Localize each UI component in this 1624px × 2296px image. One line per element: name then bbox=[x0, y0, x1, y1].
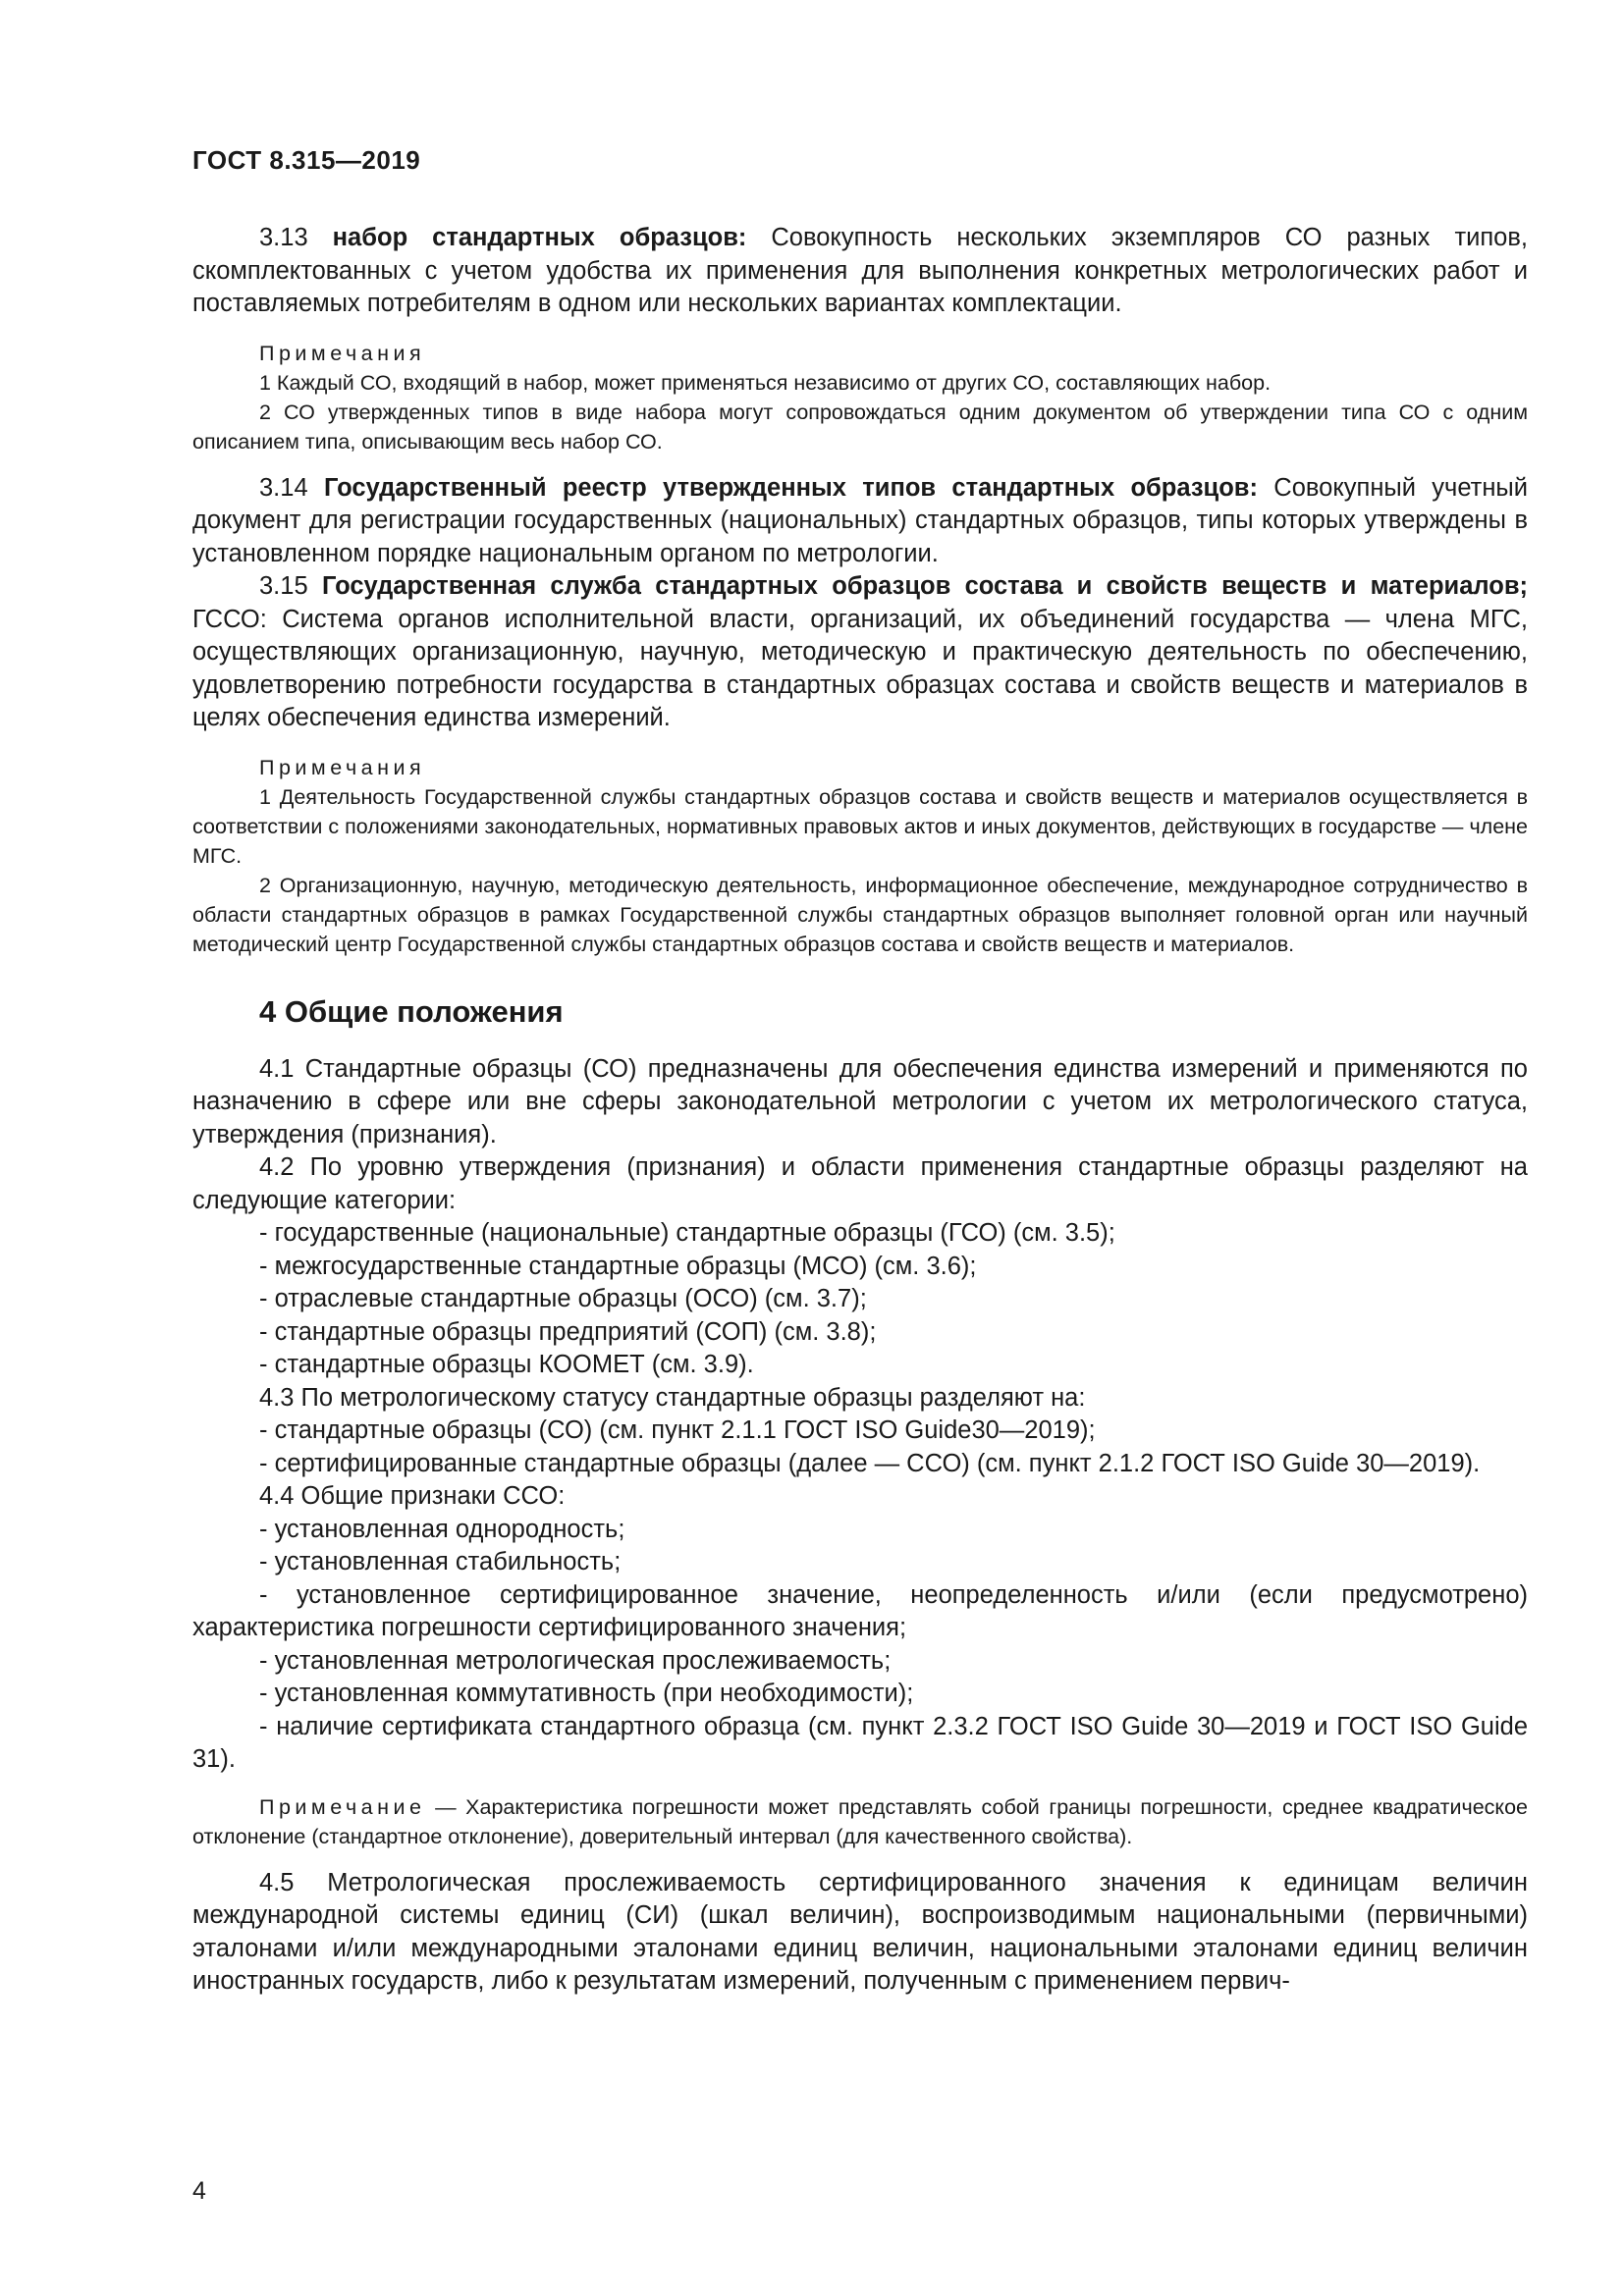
clause-4-2: 4.2 По уровню утверждения (признания) и области применения стандартные образцы разделяют на следующие категории: bbox=[192, 1153, 1528, 1214]
note-item: 1 Деятельность Государственной службы стандартных образцов состава и свойств веществ и материалов осуществляется в соответствии с положениями законодательных, нормативных правовых актов и иных документов, действующих в государстве — члене МГС. bbox=[192, 784, 1528, 868]
page-number: 4 bbox=[192, 2177, 206, 2205]
clause-text: ГССО: Система органов исполнительной власти, организаций, их объединений государства — члена МГС, осуществляющих организационную, научную, методическую и практическую деятельность по обеспечению, удовлетворению потребности государства в стандартных образцах состава и свойств веществ и материалов в целях обеспечения единства измерений. bbox=[192, 605, 1528, 731]
clause-4-3: 4.3 По метрологическому статусу стандартные образцы разделяют на: bbox=[259, 1383, 1086, 1412]
clause-text: Совокупный учетный документ для регистрации государственных (национальных) стандартных образцов, типы которых утверждены в установленном порядке национальным органом по метрологии. bbox=[192, 473, 1528, 567]
list-item: - государственные (национальные) стандартные образцы (ГСО) (см. 3.5); bbox=[259, 1219, 1115, 1247]
list-item: - стандартные образцы КООМЕТ (см. 3.9). bbox=[259, 1351, 754, 1378]
list-item: - стандартные образцы (СО) (см. пункт 2.1.1 ГОСТ ISO Guide30—2019); bbox=[259, 1416, 1096, 1444]
clause-number: 3.15 bbox=[259, 572, 308, 600]
notes-heading: Примечания bbox=[259, 755, 426, 779]
list-item: - стандартные образцы предприятий (СОП) (см. 3.8); bbox=[259, 1317, 877, 1346]
clause-text: Совокупность нескольких экземпляров СО разных типов, скомплектованных с учетом удобства их применения для выполнения конкретных метрологических работ и поставляемых потребителям в одном или нескольких вариантах комплектации. bbox=[192, 224, 1528, 317]
list-item: - отраслевые стандартные образцы (ОСО) (см. 3.7); bbox=[259, 1285, 867, 1312]
note-item: 1 Каждый СО, входящий в набор, может применяться независимо от других СО, составляющих набор. bbox=[259, 370, 1272, 395]
notes-heading: Примечания bbox=[259, 341, 426, 365]
clause-4-4: 4.4 Общие признаки ССО: bbox=[259, 1482, 566, 1510]
clause-3-15 bbox=[192, 570, 1528, 735]
note-item: 2 Организационную, научную, методическую деятельность, информационное обеспечение, международное сотрудничество в области стандартных образцов в рамках Государственной службы стандартных образцов выполняет головной орган или научный методический центр Государственной службы стандартных образцов состава и свойств веществ и материалов. bbox=[192, 873, 1528, 956]
clause-term: набор стандартных образцов: bbox=[332, 224, 747, 251]
clause-3-13 bbox=[192, 222, 1528, 321]
note-text: — Характеристика погрешности может представлять собой границы погрешности, среднее квадратическое отклонение (стандартное отклонение), доверительный интервал (для качественного свойства). bbox=[192, 1794, 1528, 1848]
list-item: - установленная коммутативность (при необходимости); bbox=[259, 1680, 914, 1707]
page-content bbox=[192, 222, 1528, 1999]
clause-number: 3.13 bbox=[259, 224, 308, 251]
section-heading: 4 Общие положения bbox=[259, 993, 564, 1029]
list-item: - установленная метрологическая прослеживаемость; bbox=[259, 1646, 892, 1675]
list-item: - установленная стабильность; bbox=[259, 1548, 622, 1575]
clause-4-1: 4.1 Стандартные образцы (СО) предназначены для обеспечения единства измерений и применяются по назначению в сфере или вне сферы законодательной метрологии с учетом их метрологического статуса, утверждения (признания). bbox=[192, 1054, 1528, 1148]
clause-3-14 bbox=[192, 472, 1528, 571]
list-item: - сертифицированные стандартные образцы (далее — ССО) (см. пункт 2.1.2 ГОСТ ISO Guide 30—2019). bbox=[259, 1449, 1481, 1477]
list-item: - межгосударственные стандартные образцы (МСО) (см. 3.6); bbox=[259, 1252, 977, 1280]
note-4-4 bbox=[192, 1792, 1528, 1851]
list-item: - установленная однородность; bbox=[259, 1515, 625, 1543]
clause-term: Государственный реестр утвержденных типов стандартных образцов: bbox=[323, 473, 1258, 502]
note-item: 2 СО утвержденных типов в виде набора могут сопровождаться одним документом об утверждении типа СО с одним описанием типа, описывающим весь набор СО. bbox=[192, 400, 1528, 454]
note-label: Примечание bbox=[259, 1794, 426, 1819]
clause-4-5: 4.5 Метрологическая прослеживаемость сертифицированного значения к единицам величин международной системы единиц (СИ) (шкал величин), воспроизводимым национальными (первичными) эталонами и/или международными эталонами единиц величин, национальными эталонами единиц величин иностранных государств, либо к результатам измерений, полученным с применением первич- bbox=[192, 1868, 1528, 1995]
list-item: - установленное сертифицированное значение, неопределенность и/или (если предусмотрено) характеристика погрешности сертифицированного значения; bbox=[192, 1580, 1528, 1641]
clause-number: 3.14 bbox=[259, 473, 308, 502]
clause-term: Государственная служба стандартных образцов состава и свойств веществ и материалов; bbox=[321, 572, 1528, 600]
document-header: ГОСТ 8.315—2019 bbox=[192, 145, 421, 175]
list-item: - наличие сертификата стандартного образца (см. пункт 2.3.2 ГОСТ ISO Guide 30—2019 и ГОСТ ISO Guide 31). bbox=[192, 1712, 1528, 1773]
